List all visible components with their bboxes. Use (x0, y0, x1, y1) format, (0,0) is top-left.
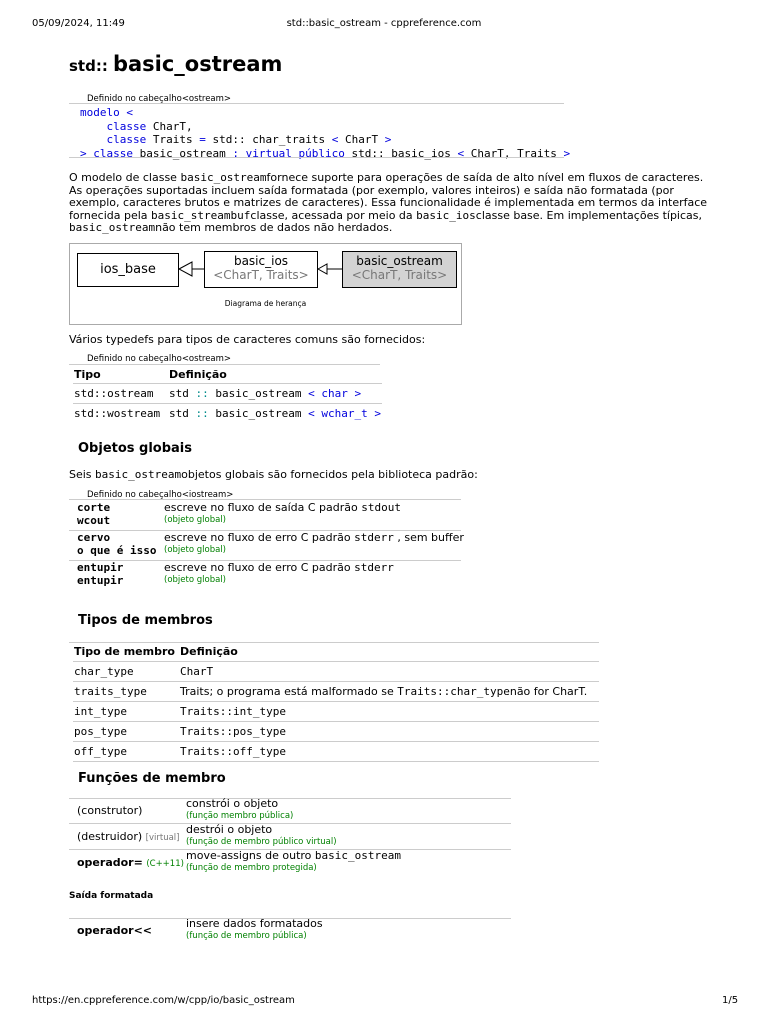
typedefs-intro: Vários typedefs para tipos de caracteres comuns são fornecidos: (69, 333, 426, 346)
def-op: > (354, 387, 362, 400)
object-tag: (objeto global) (164, 545, 226, 555)
table-row (73, 682, 599, 702)
diagram-box-ios-base[interactable]: ios_base (77, 253, 179, 287)
def-op: :: (195, 407, 209, 420)
member-type-name: pos_type (74, 725, 127, 738)
inheritance-arrow (178, 258, 206, 280)
function-tag: (função de membro público virtual) (186, 837, 337, 847)
desc-code: stdout (361, 501, 401, 514)
virtual-note: [virtual] (145, 833, 180, 843)
decl-param: Traits (146, 133, 200, 146)
desc-text: move-assigns de outro (186, 849, 315, 862)
member-function-desc (186, 850, 401, 874)
desc-code: stderr (354, 531, 394, 544)
table-header-row (73, 642, 599, 662)
typedef-link-wostream[interactable]: std::wostream (74, 407, 161, 420)
function-link-constructor[interactable]: (construtor) (77, 804, 143, 817)
divider (69, 103, 564, 104)
column-header: Definição (180, 645, 238, 658)
class-declaration (80, 106, 570, 160)
diagram-box-basic-ios[interactable] (204, 251, 318, 288)
def-op: :: (195, 387, 209, 400)
function-tag: (função de membro pública) (186, 931, 307, 941)
decl-text: CharT, Traits (464, 146, 564, 160)
column-header: Tipo de membro (74, 645, 175, 658)
decl-template-kw: modelo < (80, 106, 133, 119)
global-object-desc (164, 501, 401, 527)
cpp11-note: (C++11) (146, 859, 184, 869)
member-function-desc (186, 798, 293, 822)
member-type-def (179, 682, 599, 702)
decl-text: std:: char_traits (205, 133, 332, 146)
global-link-cerr[interactable]: cervo (77, 531, 111, 544)
decl-text: std:: basic_ios (344, 146, 458, 160)
global-link-cout[interactable]: corte (77, 501, 111, 514)
intro-text: O modelo de classe (69, 171, 181, 184)
global-object-row (77, 531, 156, 557)
defined-in-header (87, 354, 231, 364)
def-op: < (308, 387, 315, 400)
decl-op: < (457, 146, 465, 160)
member-type-def: Traits::pos_type (180, 725, 286, 738)
def-text: basic_ostream (208, 407, 309, 420)
global-object-desc (164, 531, 464, 557)
intro-code: basic_ostream (180, 171, 267, 184)
box-template-args: <CharT, Traits> (213, 268, 309, 282)
def-code: Traits::char_type (397, 685, 510, 698)
box-title: basic_ios (233, 254, 289, 268)
def-text: . (583, 685, 588, 698)
def-op: < (308, 407, 315, 420)
def-text: std (169, 387, 196, 400)
table-row (73, 404, 382, 424)
member-function-row (77, 830, 179, 843)
title-name: basic_ostream (112, 52, 283, 76)
title-prefix: std:: (69, 57, 108, 75)
intro-text: classe, acessada por meio da (250, 208, 417, 222)
header-name: <ostream> (181, 94, 232, 104)
global-link-wcout[interactable]: wcout (77, 514, 111, 527)
desc-code: basic_ostream (314, 849, 401, 862)
desc-text: , sem buffer (393, 531, 464, 544)
header-name: <ostream> (181, 354, 232, 364)
section-heading-member-functions: Funções de membro (78, 771, 226, 786)
page-title (69, 52, 282, 76)
header-name: <iostream> (181, 490, 234, 500)
box-title: basic_ostream (356, 254, 443, 268)
object-tag: (objeto global) (164, 515, 226, 525)
intro-code: basic_streambuf (151, 208, 251, 222)
member-type-name: char_type (74, 665, 134, 678)
decl-op: < (331, 133, 339, 146)
member-function-desc (186, 824, 337, 848)
global-link-clog[interactable]: entupir (77, 561, 124, 574)
member-function-row (77, 856, 184, 869)
member-type-name: off_type (74, 745, 127, 758)
intro-paragraph (69, 172, 709, 235)
desc-text: constrói o objeto (186, 797, 279, 810)
def-op: > (374, 407, 381, 420)
decl-param: CharT, (146, 119, 193, 133)
member-function-row (77, 924, 152, 937)
print-page-number: 1/5 (722, 995, 739, 1006)
print-title: std::basic_ostream - cppreference.com (286, 18, 482, 29)
decl-class-kw: classe (106, 119, 147, 133)
column-header: Definição (169, 367, 227, 381)
decl-op: > (384, 133, 392, 146)
global-link-wclog[interactable]: entupir (77, 574, 124, 587)
member-function-desc (186, 918, 323, 942)
decl-text: basic_ostream (132, 146, 233, 160)
intro-text: fornece suporte para operações de saída de alto nível em fluxos de caracteres. As operações suportadas incluem saída formatada (por exemplo, valores inteiros) e saída não formatada (por exemplo, caracteres brutos e matrizes de caracteres). Essa funcionalidade é implementada em termos da interface fornecida pela (69, 171, 708, 222)
desc-text: destrói o objeto (186, 823, 273, 836)
decl-op: > (563, 146, 571, 160)
member-type-def: CharT (180, 665, 214, 678)
decl-text: CharT (338, 133, 385, 146)
divider (69, 499, 461, 500)
intro-text: Seis (69, 468, 96, 481)
table-header-row (73, 365, 382, 384)
function-tag: (função membro pública) (186, 811, 294, 821)
intro-code: basic_ostream (95, 468, 182, 481)
diagram-caption: Diagrama de herança (224, 299, 307, 308)
column-header: Tipo (74, 367, 101, 381)
print-date: 05/09/2024, 11:49 (32, 18, 125, 29)
inheritance-arrow (317, 258, 343, 280)
global-object-desc (164, 561, 394, 587)
table-row (73, 722, 599, 742)
member-types-table (73, 642, 599, 762)
member-function-row (77, 804, 142, 817)
desc-text: insere dados formatados (186, 917, 323, 930)
table-row (73, 662, 599, 682)
function-link-operator-assign[interactable]: operador= (77, 856, 143, 869)
subsection-formatted-output: Saída formatada (69, 891, 154, 901)
decl-op: = (199, 133, 206, 146)
divider (69, 157, 564, 158)
intro-text: classe base. Em implementações típicas, (475, 208, 702, 222)
desc-code: stderr (354, 561, 394, 574)
defined-label: Definido no cabeçalho (87, 490, 182, 500)
function-link-operator-insert[interactable]: operador<< (77, 924, 153, 937)
table-row (73, 384, 382, 404)
box-template-args: <CharT, Traits> (351, 268, 448, 282)
member-type-def: Traits::off_type (180, 745, 286, 758)
def-code: CharT (552, 685, 584, 698)
global-object-row (77, 501, 110, 527)
def-text: basic_ostream (208, 387, 309, 400)
defined-label: Definido no cabeçalho (87, 354, 182, 364)
member-type-name: int_type (74, 705, 127, 718)
def-type: char (314, 387, 355, 400)
diagram-box-basic-ostream (342, 251, 457, 288)
global-link-wcerr[interactable]: o que é isso (77, 544, 157, 557)
section-heading-member-types: Tipos de membros (78, 613, 213, 628)
function-tag: (função de membro protegida) (186, 863, 317, 873)
table-row (73, 702, 599, 722)
desc-text: escreve no fluxo de erro C padrão (164, 531, 355, 544)
def-text: std (169, 407, 196, 420)
decl-virtual-kw: : virtual público (232, 146, 345, 160)
intro-text: não tem membros de dados não herdados. (155, 221, 393, 234)
decl-class-kw: > classe (80, 146, 133, 160)
def-type: wchar_t (314, 407, 375, 420)
intro-code: basic_ios (416, 208, 476, 222)
object-tag: (objeto global) (164, 575, 226, 585)
inheritance-diagram (69, 243, 462, 325)
defined-label: Definido no cabeçalho (87, 94, 182, 104)
def-text: Traits; o programa está malformado se (180, 685, 398, 698)
typedef-link-ostream[interactable]: std::ostream (74, 387, 154, 400)
desc-text: escreve no fluxo de erro C padrão (164, 561, 355, 574)
member-type-name: traits_type (74, 685, 147, 698)
intro-code: basic_ostream (69, 221, 156, 234)
global-object-row (77, 561, 123, 587)
globals-intro (69, 469, 478, 482)
print-url: https://en.cppreference.com/w/cpp/io/basic_ostream (32, 995, 295, 1006)
function-link-destructor[interactable]: (destruidor) (77, 830, 143, 843)
decl-class-kw: classe (106, 133, 147, 146)
desc-text: escreve no fluxo de saída C padrão (164, 501, 362, 514)
typedefs-table (73, 365, 382, 423)
member-type-def: Traits::int_type (180, 705, 286, 718)
intro-text: objetos globais são fornecidos pela biblioteca padrão: (181, 468, 478, 481)
section-heading-global-objects: Objetos globais (78, 441, 193, 456)
table-row (73, 742, 599, 762)
def-text: não for (509, 685, 553, 698)
